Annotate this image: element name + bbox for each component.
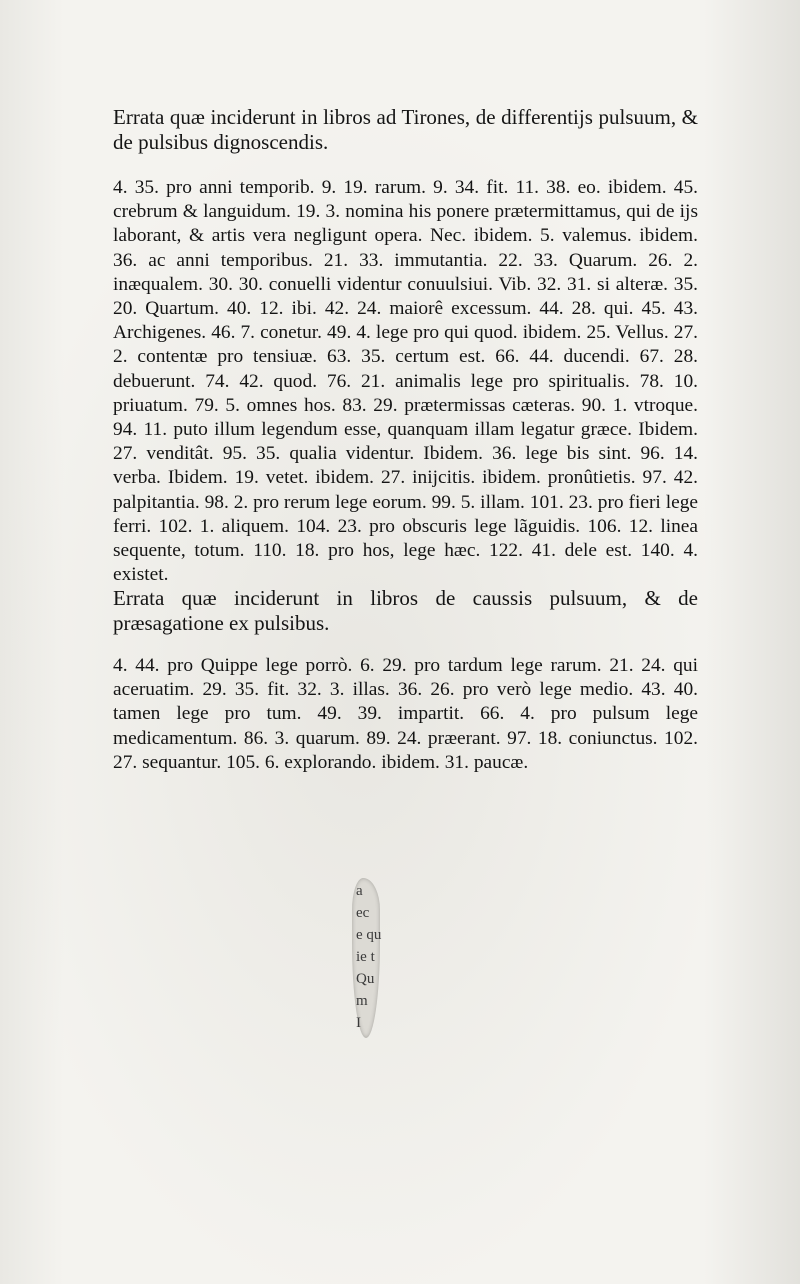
- errata-entries-text: 4. 35. pro anni temporib. 9. 19. rarum. 9. 34. fit. 11. 38. eo. ibidem. 45. crebrum & languidum. 19. 3. nomina his ponere prætermittamus, qui de ijs laborant, & artis vera negligunt opera. Nec. ibidem. 5. valemus. ibidem. 36. ac anni temporibus. 21. 33. immutantia. 22. 33. Quarum. 26. 2. inæqualem. 30. 30. conuelli videntur conuulsiui. Vib. 32. 31. si alteræ. 35. 20. Quartum. 40. 12. ibi. 42. 24. maiorê excessum. 44. 28. qui. 45. 43. Archigenes. 46. 7. conetur. 49. 4. lege pro qui quod. ibidem. 25. Vellus. 27. 2. contentæ pro tensiuæ. 63. 35. certum est. 66. 44. ducendi. 67. 28. debuerunt. 74. 42. quod. 76. 21. animalis lege pro spiritualis. 78. 10. priuatum. 79. 5. omnes hos. 83. 29. prætermissas cæteras. 90. 1. vtroque. 94. 11. puto illum legendum esse, quanquam illam legatur græce. Ibidem. 27. venditât. 95. 35. qualia videntur. Ibidem. 36. lege bis sint. 96. 14. verba. Ibidem. 19. vetet. ibidem. 27. inijcitis. ibidem. pronûtietis. 97. 42. palpitantia. 98. 2. pro rerum lege eorum. 99. 5. illam. 101. 23. pro fieri lege ferri. 102. 1. aliquem. 104. 23. pro obscuris lege lãguidis. 106. 12. linea sequente, totum. 110. 18. pro hos, lege hæc. 122. 41. dele est. 140. 4. existet.: [113, 177, 698, 586]
- errata-entries-text: 4. 44. pro Quippe lege porrò. 6. 29. pro tardum lege rarum. 21. 24. qui aceruatim. 29. 35. fit. 32. 3. illas. 36. 26. pro verò lege medio. 43. 40. tamen lege pro tum. 49. 39. impartit. 66. 4. pro pulsum lege medicamentum. 86. 3. quarum. 89. 24. præerant. 97. 18. coniunctus. 102. 27. sequantur. 105. 6. explorando. ibidem. 31. paucæ.: [113, 655, 698, 773]
- tear-fragment: a: [356, 883, 363, 899]
- tear-fragment: Qu: [356, 971, 375, 987]
- torn-fragment-text: [356, 880, 384, 1034]
- errata-list-caussis: [113, 654, 698, 775]
- errata-heading-tirones: [113, 105, 698, 155]
- tear-fragment: e qu: [356, 927, 382, 943]
- errata-heading-caussis: [113, 586, 698, 636]
- errata-heading-text: Errata quæ inciderunt in libros de caussis pulsuum, & de præsagatione ex pulsibus.: [113, 586, 698, 635]
- tear-fragment: ec: [356, 905, 370, 921]
- tear-fragment: m: [356, 993, 368, 1009]
- tear-fragment: I: [356, 1015, 361, 1031]
- errata-heading-text: Errata quæ inciderunt in libros ad Tirones, de differentijs pulsuum, & de pulsibus dignoscendis.: [113, 105, 698, 154]
- errata-list-tirones: [113, 176, 698, 587]
- tear-fragment: ie t: [356, 949, 375, 965]
